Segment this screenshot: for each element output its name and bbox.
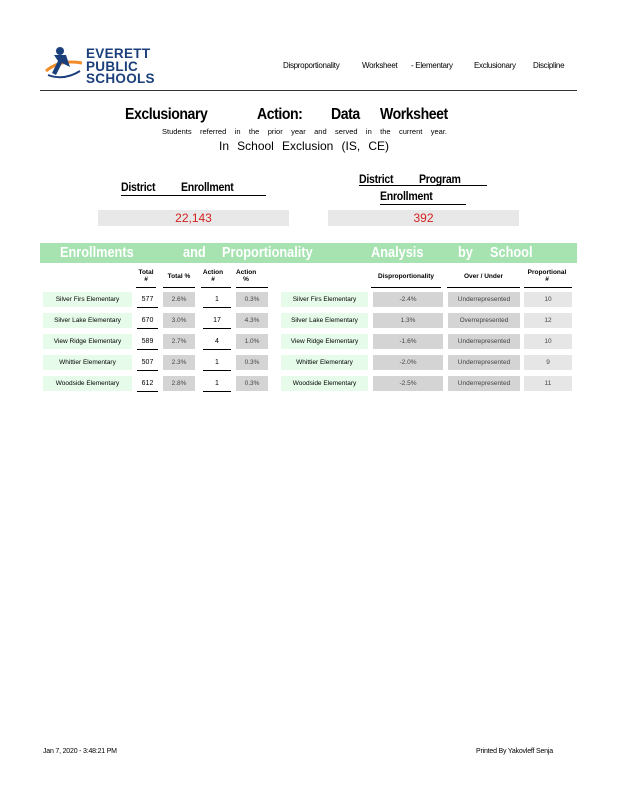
over-under-status: Underrepresented — [448, 334, 520, 349]
underline — [163, 287, 195, 288]
header-divider — [40, 90, 577, 91]
district-logo-text: EVERETT PUBLIC SCHOOLS — [86, 46, 155, 86]
disproportionality-value: -2.5% — [373, 376, 443, 391]
school-name: Whittier Elementary — [43, 355, 132, 370]
footer-printed-by: Printed By Yakovleff Senja — [476, 748, 553, 755]
page-title-word: Action: — [257, 106, 303, 123]
column-header-disproportionality: Disproportionality — [378, 273, 434, 280]
proportional-count: 10 — [524, 334, 572, 349]
over-under-status: Underrepresented — [448, 355, 520, 370]
disproportionality-value: -2.4% — [373, 292, 443, 307]
footer-date: Jan 7, 2020 - 3:48:21 PM — [43, 748, 117, 755]
header-word: Exclusionary — [474, 61, 516, 70]
action-count: 1 — [203, 355, 231, 371]
proportional-count: 9 — [524, 355, 572, 370]
action-count: 1 — [203, 292, 231, 308]
underline — [236, 287, 268, 288]
header-word: - Elementary — [411, 61, 453, 70]
underline — [447, 287, 520, 288]
total-enrollment: 589 — [137, 334, 158, 350]
page-title-word: Exclusionary — [125, 106, 208, 123]
district-enrollment-label: Enrollment — [181, 180, 234, 194]
underline — [359, 185, 487, 186]
action-percent: 4.3% — [236, 313, 268, 328]
school-name: View Ridge Elementary — [43, 334, 132, 349]
section-title-word: Analysis — [371, 244, 424, 261]
underline — [136, 287, 156, 288]
program-enrollment-label: Enrollment — [380, 189, 433, 203]
school-name: Whittier Elementary — [281, 355, 368, 370]
action-percent: 0.3% — [236, 355, 268, 370]
proportional-count: 12 — [524, 313, 572, 328]
header-word: Disproportionality — [283, 61, 340, 70]
disproportionality-value: -1.6% — [373, 334, 443, 349]
district-enrollment-label: District — [121, 180, 156, 194]
school-name: Silver Firs Elementary — [43, 292, 132, 307]
over-under-status: Overrepresented — [448, 313, 520, 328]
underline — [201, 287, 231, 288]
program-enrollment-label: Program — [419, 172, 461, 186]
action-count: 17 — [203, 313, 231, 329]
page-title-word: Worksheet — [380, 106, 448, 123]
total-percent: 2.8% — [163, 376, 195, 391]
total-enrollment: 507 — [137, 355, 158, 371]
school-name: View Ridge Elementary — [281, 334, 368, 349]
section-title-word: School — [490, 244, 533, 261]
page-subtitle: Students referred in the prior year and served in the current year. — [162, 127, 447, 136]
page-title-word: Data — [331, 106, 360, 123]
section-title-word: by — [458, 244, 473, 261]
section-title-word: Proportionality — [222, 244, 313, 261]
proportional-count: 11 — [524, 376, 572, 391]
total-enrollment: 577 — [137, 292, 158, 308]
underline — [121, 195, 266, 196]
underline — [524, 287, 572, 288]
action-count: 4 — [203, 334, 231, 350]
total-enrollment: 612 — [137, 376, 158, 392]
school-name: Silver Firs Elementary — [281, 292, 368, 307]
school-name: Woodside Elementary — [281, 376, 368, 391]
action-percent: 0.3% — [236, 292, 268, 307]
header-word: Discipline — [533, 61, 565, 70]
school-name: Woodside Elementary — [43, 376, 132, 391]
total-enrollment: 670 — [137, 313, 158, 329]
total-percent: 2.3% — [163, 355, 195, 370]
column-header-proportional: Proportional # — [527, 269, 567, 283]
program-enrollment-value: 392 — [328, 210, 519, 226]
program-enrollment-label: District — [359, 172, 394, 186]
disproportionality-value: 1.3% — [373, 313, 443, 328]
section-title-word: and — [183, 244, 206, 261]
school-name: Silver Lake Elementary — [43, 313, 132, 328]
proportional-count: 10 — [524, 292, 572, 307]
exclusion-type: In School Exclusion (IS, CE) — [219, 139, 389, 153]
disproportionality-value: -2.0% — [373, 355, 443, 370]
column-header-total-pct: Total % — [167, 273, 191, 280]
action-count: 1 — [203, 376, 231, 392]
underline — [371, 287, 441, 288]
over-under-status: Underrepresented — [448, 376, 520, 391]
total-percent: 2.6% — [163, 292, 195, 307]
over-under-status: Underrepresented — [448, 292, 520, 307]
school-name: Silver Lake Elementary — [281, 313, 368, 328]
section-title-word: Enrollments — [60, 244, 134, 261]
district-enrollment-value: 22,143 — [98, 210, 289, 226]
action-percent: 0.3% — [236, 376, 268, 391]
column-header-action-pct: Action % — [236, 269, 257, 283]
total-percent: 3.0% — [163, 313, 195, 328]
column-header-total-num: Total # — [138, 269, 154, 283]
underline — [380, 204, 466, 205]
column-header-over-under: Over / Under — [463, 273, 503, 280]
total-percent: 2.7% — [163, 334, 195, 349]
header-word: Worksheet — [362, 61, 398, 70]
column-header-action-num: Action # — [202, 269, 224, 283]
action-percent: 1.0% — [236, 334, 268, 349]
